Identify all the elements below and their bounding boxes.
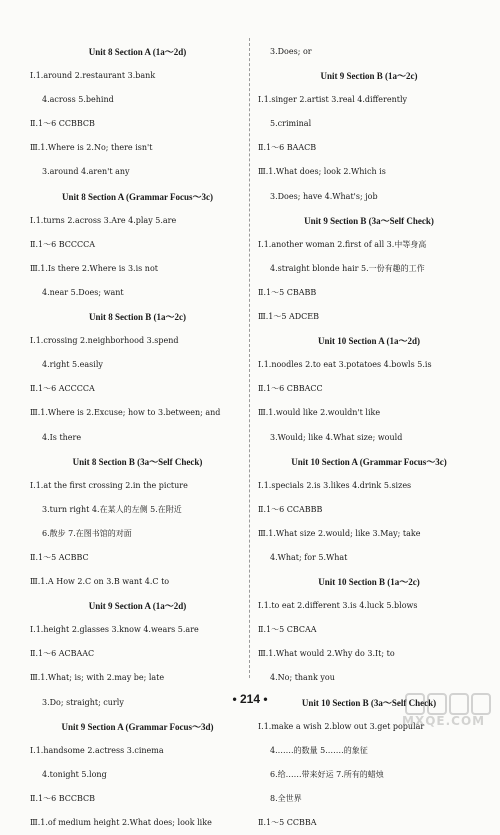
section-heading: Unit 10 Section B (3a～Self Check) [301,697,437,708]
answer-line: Ⅲ.1.A How 2.C on 3.B want 4.C to [30,577,170,587]
answer-line: Ⅲ.1.What does; look 2.Which is [258,167,386,177]
watermark-text: MXQE.COM [402,714,486,728]
answer-line: Ⅲ.1.What size 2.would; like 3.May; take [258,528,421,538]
answer-line: 3.around 4.aren't any [42,167,130,177]
answer-line: Ⅱ.1～5 CCBBA [258,818,317,827]
answer-line: Ⅱ.1～6 BCCBCB [30,793,95,803]
answer-line: Ⅰ.1.turns 2.across 3.Are 4.play 5.are [30,215,177,225]
answer-line: Ⅲ.1.Is there 2.Where is 3.is not [30,263,158,273]
answer-line: Ⅰ.1.around 2.restaurant 3.bank [30,71,156,81]
section-heading: Unit 10 Section A (1a～2d) [317,336,420,347]
answer-line: 4.……的数量 5.……的象征 [270,745,368,755]
section-heading: Unit 9 Section A (Grammar Focus～3d) [61,721,214,732]
answer-line: 6.给……带来好运 7.所有的蜡烛 [270,769,384,779]
answer-line: Ⅱ.1～6 BCCCCA [30,239,95,249]
answer-line: 3.Do; straight; curly [42,697,124,707]
column-divider [249,38,250,678]
answer-line: Ⅰ.1.make a wish 2.blow out 3.get popular [258,721,425,731]
section-heading: Unit 9 Section A (1a～2d) [88,601,187,612]
answer-line: Ⅰ.1.another woman 2.first of all 3.中等身高 [258,239,427,249]
answer-line: 4.What; for 5.What [270,552,348,562]
answer-line: Ⅱ.1～6 BAACB [258,143,317,153]
answer-line: 4.Is there [42,432,82,442]
answer-line: 5.criminal [270,119,312,129]
answer-line: 4.right 5.easily [42,360,103,370]
section-heading: Unit 8 Section A (Grammar Focus～3c) [61,191,214,202]
answer-line: Ⅲ.1.of medium height 2.What does; look like [30,818,212,827]
answer-line: Ⅱ.1～6 CCABBB [258,504,323,514]
section-heading: Unit 10 Section B (1a～2c) [318,577,420,588]
answer-line: 3.Does; have 4.What's; job [270,191,378,201]
section-heading: Unit 8 Section A (1a～2d) [88,47,187,57]
answer-line: Ⅲ.1.Where is 2.Excuse; how to 3.between; and [30,408,221,418]
answer-line: Ⅲ.1～5 ADCEB [258,312,320,322]
answer-line: Ⅱ.1～5 CBCAA [258,625,317,635]
answer-line: 4.near 5.Does; want [42,287,124,297]
answer-line: 4.across 5.behind [42,95,114,105]
answer-line: Ⅱ.1～6 ACBAAC [30,649,95,659]
answer-line: 4.No; thank you [270,673,335,683]
answer-line: Ⅰ.1.to eat 2.different 3.is 4.luck 5.blows [258,601,418,611]
answer-line: Ⅱ.1～6 ACCCCA [30,384,95,394]
watermark-logo [402,692,494,732]
answer-line: 8.全世界 [270,793,302,803]
answer-line: Ⅱ.1～6 CBBACC [258,384,323,394]
answer-line: Ⅱ.1～6 CCBBCB [30,119,95,129]
answer-line: 3.Would; like 4.What size; would [270,432,403,442]
section-heading: Unit 9 Section B (3a～Self Check) [304,215,434,226]
left-column [30,40,245,835]
answer-line: Ⅲ.1.What would 2.Why do 3.It; to [258,649,395,659]
section-heading: Unit 8 Section B (1a～2c) [89,312,186,323]
answer-line: Ⅰ.1.at the first crossing 2.in the picture [30,480,188,490]
answer-line: 6.散步 7.在图书馆的对面 [42,528,132,538]
answer-line: Ⅲ.1.What; is; with 2.may be; late [30,673,165,683]
answer-line: Ⅲ.1.Where is 2.No; there isn't [30,143,153,153]
answer-line: Ⅰ.1.noodles 2.to eat 3.potatoes 4.bowls 5.is [258,360,432,370]
answer-line: Ⅰ.1.height 2.glasses 3.know 4.wears 5.are [30,625,199,635]
answer-line: Ⅰ.1.singer 2.artist 3.real 4.differently [258,95,408,105]
answer-line: 3.Does; or [270,47,312,56]
section-heading: Unit 8 Section B (3a～Self Check) [72,456,203,467]
answer-line: Ⅰ.1.crossing 2.neighborhood 3.spend [30,336,179,346]
answer-line: Ⅱ.1～5 ACBBC [30,552,89,562]
answer-line: Ⅰ.1.handsome 2.actress 3.cinema [30,745,164,755]
answer-line: 3.turn right 4.在某人的左侧 5.在附近 [42,504,182,514]
answer-line: Ⅲ.1.would like 2.wouldn't like [258,408,381,418]
section-heading: Unit 10 Section A (Grammar Focus～3c) [291,456,447,467]
answer-line: 4.tonight 5.long [42,769,107,779]
answer-line: Ⅰ.1.specials 2.is 3.likes 4.drink 5.sizes [258,480,412,490]
answer-line: Ⅱ.1～5 CBABB [258,287,317,297]
answer-line: 4.straight blonde hair 5.一份有趣的工作 [270,263,425,273]
page-number: • 214 • [232,692,268,706]
section-heading: Unit 9 Section B (1a～2c) [320,71,418,82]
